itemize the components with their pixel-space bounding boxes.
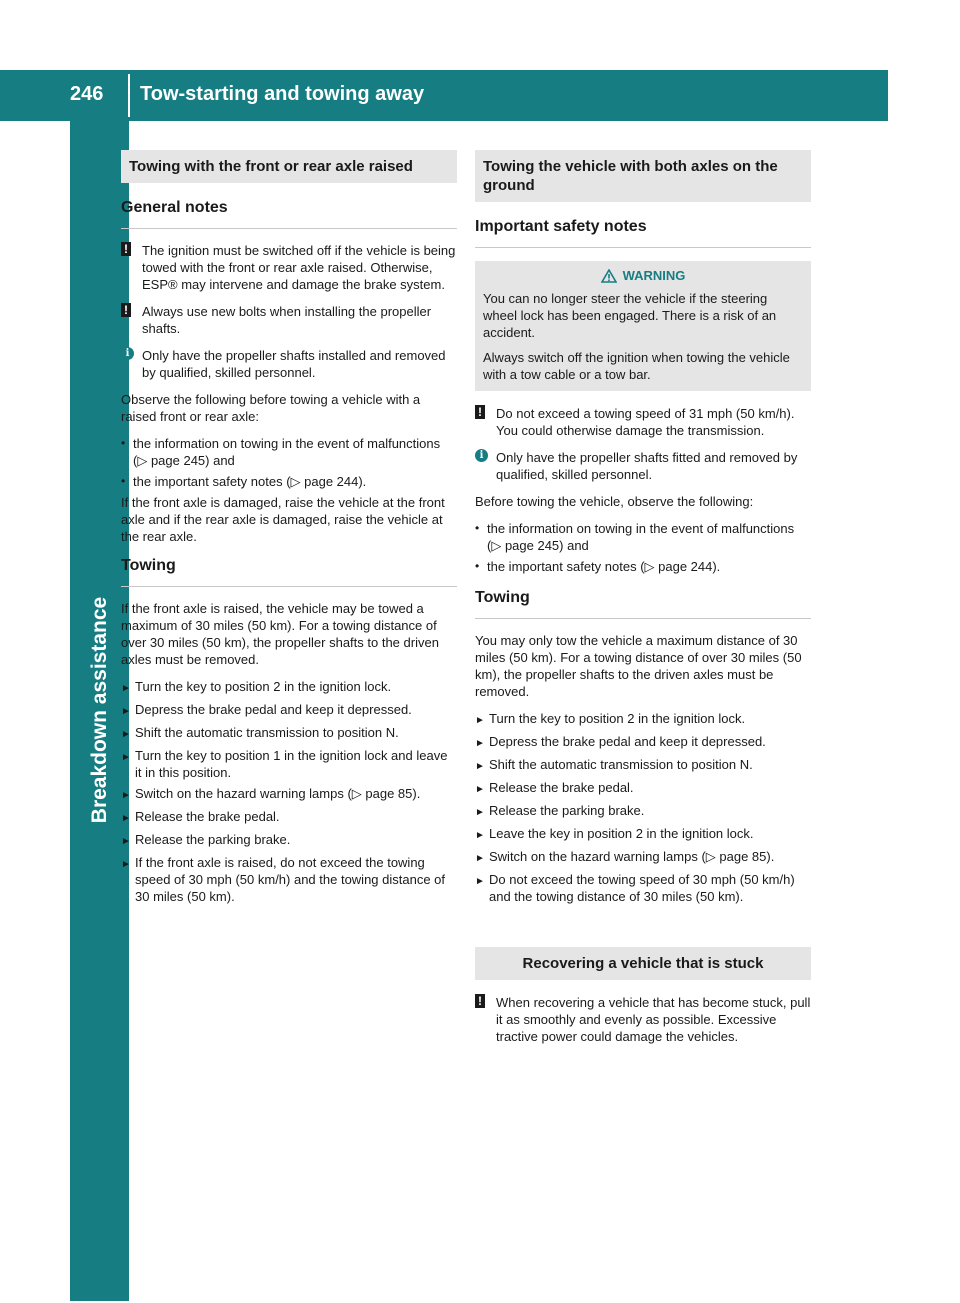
step-item: ► Shift the automatic transmission to position N. [475, 756, 811, 775]
step-item: ► Release the parking brake. [475, 802, 811, 821]
arrow-icon: ► [475, 715, 485, 726]
list-item: • the important safety notes (▷ page 244). [121, 474, 367, 489]
subheading-general-notes: General notes [121, 197, 457, 229]
arrow-icon: ► [121, 790, 131, 801]
step-item: ► Release the brake pedal. [121, 808, 457, 827]
paragraph: If the front axle is damaged, raise the vehicle at the front axle and if the rear axle is damaged, raise the vehicle at the rear axle. [121, 495, 445, 544]
step-item: ► If the front axle is raised, do not exceed the towing speed of 30 mph (50 km/h) and the towing distance of 30 miles (50 km). [121, 855, 446, 904]
arrow-icon: ► [121, 729, 131, 740]
step-item: ► Switch on the hazard warning lamps (▷ page 85). [475, 848, 811, 867]
step-item: ► Do not exceed the towing speed of 30 mph (50 km/h) and the towing distance of 30 miles (50 km). [475, 872, 795, 904]
caution-note: ! When recovering a vehicle that has become stuck, pull it as smoothly and evenly as possible. Excessive tractive power could damage the vehicles. [475, 994, 811, 1045]
caution-icon: ! [475, 994, 485, 1008]
info-icon: i [121, 347, 134, 360]
side-tab-label: Breakdown assistance [88, 596, 111, 824]
arrow-icon: ► [475, 876, 485, 887]
warning-text: You can no longer steer the vehicle if the steering wheel lock has been engaged. There is a risk of an accident. [483, 291, 777, 340]
bullet-icon: • [475, 559, 480, 573]
step-item: ► Depress the brake pedal and keep it depressed. [475, 733, 811, 752]
arrow-icon: ► [121, 752, 131, 763]
arrow-icon: ► [121, 706, 131, 717]
bullet-icon: • [121, 436, 126, 450]
arrow-icon: ► [121, 859, 131, 870]
list-item: • the information on towing in the event of malfunctions (▷ page 245) and [121, 436, 441, 468]
paragraph: If the front axle is raised, the vehicle may be towed a maximum of 30 miles (50 km). For a towing distance of over 30 miles (50 km), the propeller shafts to the driven axles must be removed. [121, 601, 439, 667]
arrow-icon: ► [121, 813, 131, 824]
section-title: Towing with the front or rear axle raised [121, 150, 457, 183]
step-item: ► Release the parking brake. [121, 831, 457, 850]
step-item: ► Turn the key to position 2 in the ignition lock. [121, 678, 457, 697]
caution-note: ! Do not exceed a towing speed of 31 mph (50 km/h). You could otherwise damage the transmission. [475, 405, 811, 439]
step-item: ► Shift the automatic transmission to position N. [121, 724, 457, 743]
caution-icon: ! [121, 242, 131, 256]
right-column [475, 150, 811, 1055]
paragraph: Before towing the vehicle, observe the following: [475, 494, 754, 509]
step-item: ► Depress the brake pedal and keep it depressed. [121, 701, 457, 720]
left-column [121, 150, 457, 909]
arrow-icon: ► [121, 683, 131, 694]
subheading-towing: Towing [121, 555, 457, 587]
arrow-icon: ► [475, 761, 485, 772]
paragraph: You may only tow the vehicle a maximum distance of 30 miles (50 km). For a towing distance of over 30 miles (50 km), the propeller shafts to the driven axles must be removed. [475, 633, 802, 699]
warning-label: WARNING [622, 268, 686, 283]
step-item: ► Turn the key to position 1 in the ignition lock and leave it in this position. [121, 748, 448, 780]
arrow-icon: ► [475, 807, 485, 818]
caution-note: ! The ignition must be switched off if the vehicle is being towed with the front or rear axle raised. Otherwise, ESP® may intervene and damage the brake system. [121, 242, 457, 293]
warning-triangle-icon [601, 269, 617, 283]
info-note: i Only have the propeller shafts installed and removed by qualified, skilled personnel. [121, 347, 457, 381]
bullet-icon: • [121, 474, 126, 488]
arrow-icon: ► [475, 738, 485, 749]
bullet-icon: • [475, 521, 480, 535]
section-title: Recovering a vehicle that is stuck [475, 947, 811, 980]
caution-icon: ! [475, 405, 485, 419]
info-icon: i [475, 449, 488, 462]
caution-icon: ! [121, 303, 131, 317]
header-bar [0, 70, 888, 121]
arrow-icon: ► [475, 784, 485, 795]
paragraph: Observe the following before towing a vehicle with a raised front or rear axle: [121, 392, 421, 424]
info-note: i Only have the propeller shafts fitted and removed by qualified, skilled personnel. [475, 449, 811, 483]
list-item: • the important safety notes (▷ page 244). [475, 559, 721, 574]
section-title: Towing the vehicle with both axles on the ground [475, 150, 811, 202]
header-divider [128, 74, 130, 117]
arrow-icon: ► [475, 853, 485, 864]
step-item: ► Turn the key to position 2 in the ignition lock. [475, 710, 811, 729]
step-item: ► Switch on the hazard warning lamps (▷ page 85). [121, 785, 457, 804]
list-item: • the information on towing in the event of malfunctions (▷ page 245) and [475, 521, 795, 553]
arrow-icon: ► [121, 836, 131, 847]
step-item: ► Release the brake pedal. [475, 779, 811, 798]
warning-text: Always switch off the ignition when towing the vehicle with a tow cable or a tow bar. [483, 350, 790, 382]
step-item: ► Leave the key in position 2 in the ignition lock. [475, 825, 811, 844]
caution-note: ! Always use new bolts when installing the propeller shafts. [121, 303, 457, 337]
warning-box [475, 261, 811, 391]
page-number: 246 [70, 83, 104, 105]
subheading-safety-notes: Important safety notes [475, 216, 811, 248]
subheading-towing: Towing [475, 587, 811, 619]
chapter-title: Tow-starting and towing away [140, 83, 425, 105]
arrow-icon: ► [475, 830, 485, 841]
